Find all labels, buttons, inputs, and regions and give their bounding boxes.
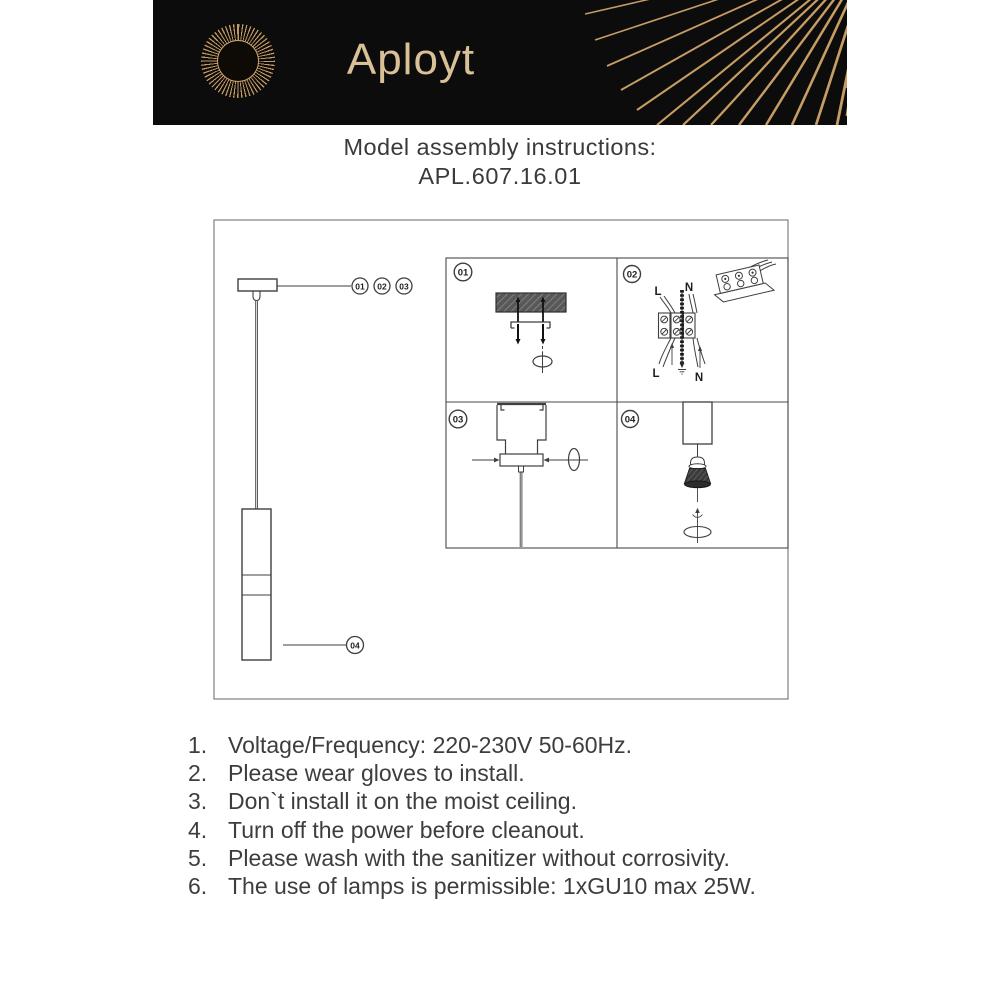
instruction-item-1 — [188, 731, 868, 759]
item-text: Turn off the power before cleanout. — [228, 816, 585, 843]
label-L-top: L — [654, 286, 662, 298]
model-number: APL.607.16.01 — [418, 163, 582, 189]
item-number: 5. — [188, 844, 208, 871]
panel-number-03: 03 — [452, 414, 464, 426]
panel-number-02: 02 — [626, 269, 638, 281]
canopy-plate — [500, 454, 543, 466]
callout-04: 04 — [350, 640, 360, 651]
instruction-item-5 — [188, 844, 868, 872]
panel-number-04: 04 — [624, 414, 636, 426]
lamp-cylinder — [242, 509, 271, 660]
instruction-item-6 — [188, 872, 868, 900]
ceiling-canopy — [238, 279, 277, 291]
item-number: 2. — [188, 760, 208, 787]
callout-02: 02 — [377, 281, 387, 292]
instruction-item-3 — [188, 787, 868, 815]
item-number: 3. — [188, 788, 208, 815]
panel-number-01: 01 — [457, 267, 469, 279]
callout-03: 03 — [399, 281, 409, 292]
page-title: Model assembly instructions: — [343, 134, 657, 160]
brand-banner — [153, 0, 847, 125]
item-text: Please wash with the sanitizer without corrosivity. — [228, 844, 730, 871]
label-N-bottom: N — [694, 372, 704, 384]
label-N-top: N — [684, 282, 694, 294]
item-text: Voltage/Frequency: 220-230V 50-60Hz. — [228, 732, 633, 758]
item-text: Don`t install it on the moist ceiling. — [228, 788, 577, 815]
item-number: 6. — [188, 872, 208, 899]
item-number: 4. — [188, 816, 208, 843]
item-text: The use of lamps is permissible: 1xGU10 max 25W. — [228, 872, 756, 899]
instruction-list — [188, 731, 868, 900]
lamp-tube — [683, 402, 712, 444]
brand-wordmark: Aployt — [346, 35, 476, 84]
item-text: Please wear gloves to install. — [228, 760, 525, 787]
callout-01: 01 — [355, 281, 365, 292]
ceiling-slab — [496, 293, 566, 312]
assembly-diagram — [210, 216, 792, 704]
instruction-item-4 — [188, 816, 868, 844]
sunburst-core — [217, 40, 259, 82]
label-L-bottom: L — [652, 368, 660, 380]
corner-rays-icon — [585, 0, 847, 125]
item-number: 1. — [188, 732, 208, 758]
instruction-item-2 — [188, 759, 868, 787]
sunburst-logo-icon — [201, 24, 275, 98]
